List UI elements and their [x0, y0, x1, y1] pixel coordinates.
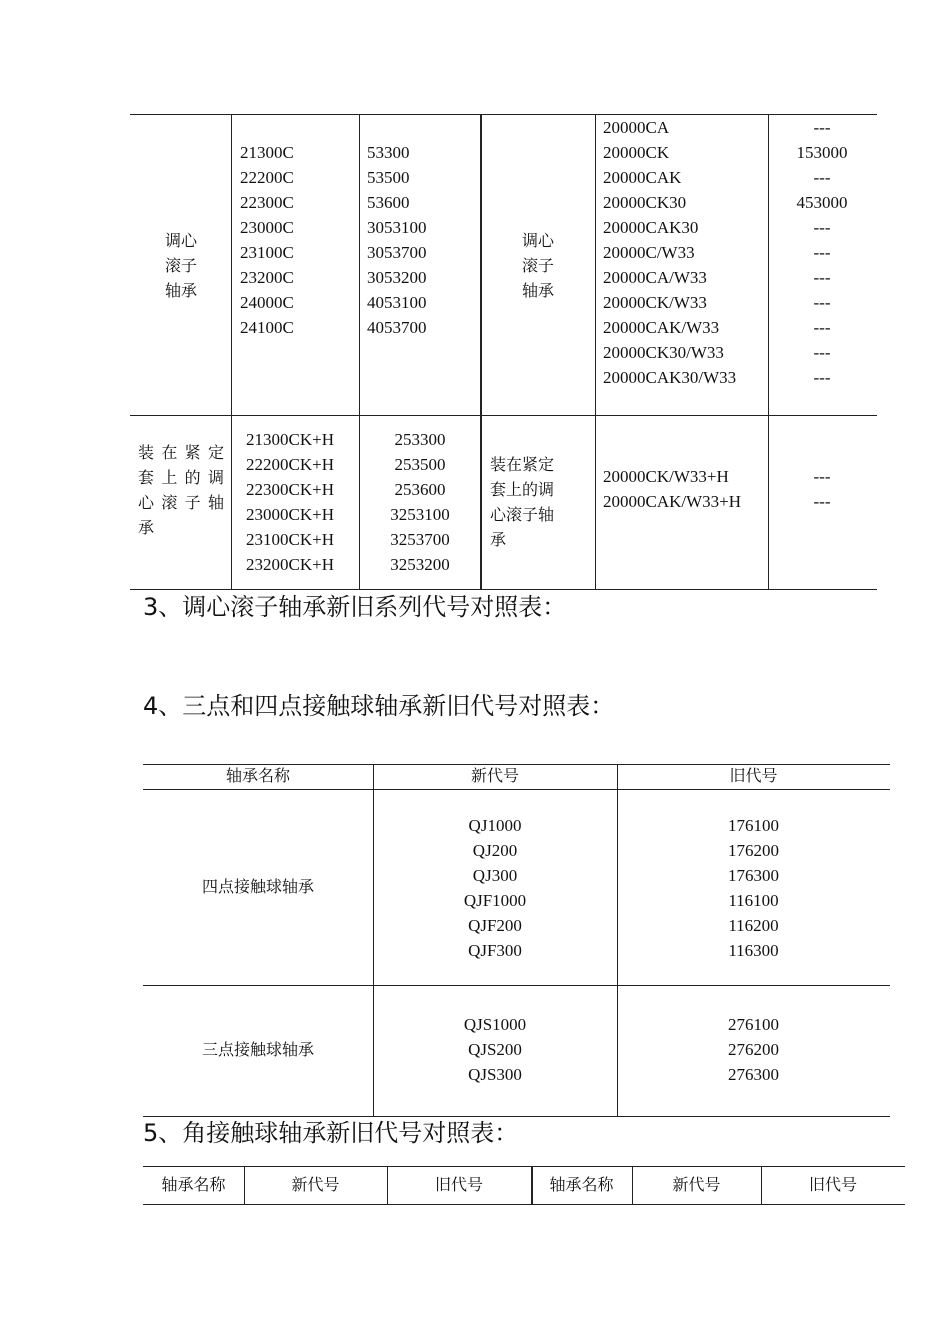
- column-header: 轴承名称: [549, 1175, 614, 1194]
- column-header: 新代号: [291, 1175, 340, 1194]
- old-codes-cell: --- 153000 --- 453000 --- --- --- --- --- --- ---: [796, 118, 848, 387]
- bearing-name-cell: [138, 440, 224, 540]
- new-codes-cell: 21300CK+H 22200CK+H 22300CK+H 23000CK+H 23100CK+H 23200CK+H: [246, 430, 334, 574]
- table-rule: [143, 1204, 905, 1205]
- table-rule: [143, 789, 890, 790]
- column-divider: [768, 114, 769, 590]
- column-header: 旧代号: [808, 1175, 857, 1194]
- column-divider: [359, 114, 360, 590]
- column-header: 新代号: [672, 1175, 721, 1194]
- column-divider: [595, 114, 596, 590]
- new-codes-cell: QJ1000 QJ200 QJ300 QJF1000 QJF200 QJF300: [463, 816, 527, 960]
- name-line: 心滚子轴: [138, 493, 224, 512]
- table-rule: [130, 114, 877, 115]
- table-rule: [130, 589, 877, 590]
- table-rule: [143, 1166, 905, 1167]
- bearing-name-cell: 调心 滚子 轴承: [521, 231, 554, 300]
- bearing-name-cell: 三点接触球轴承: [201, 1040, 314, 1059]
- new-codes-cell: QJS1000 QJS200 QJS300: [463, 1015, 527, 1084]
- new-codes-cell: 21300C 22200C 22300C 23000C 23100C 23200C 24000C 24100C: [240, 143, 294, 337]
- table-rule: [143, 985, 890, 986]
- old-codes-cell: 176100 176200 176300 116100 116200 116300: [728, 816, 779, 960]
- column-header: 轴承名称: [225, 766, 290, 785]
- bearing-name-cell: 装在紧定 套上的调 心滚子轴 承: [490, 455, 555, 549]
- new-codes-cell: 20000CK/W33+H 20000CAK/W33+H: [603, 467, 742, 511]
- old-codes-cell: --- ---: [813, 467, 831, 511]
- bearing-name-cell: 调心 滚子 轴承: [164, 231, 197, 300]
- new-codes-cell: 20000CA 20000CK 20000CAK 20000CK30 20000CAK30 20000C/W33 20000CA/W33 20000CK/W33 20000CAK/W33 20000CK30/W33 20000CAK30/W33: [603, 118, 737, 387]
- column-header: 轴承名称: [161, 1175, 226, 1194]
- name-line: 套上的调: [138, 468, 224, 487]
- column-header: 旧代号: [434, 1175, 483, 1194]
- section-heading-4: 4、三点和四点接触球轴承新旧代号对照表：: [143, 692, 615, 720]
- old-codes-cell: 276100 276200 276300: [728, 1015, 779, 1084]
- name-line: 装在紧定: [138, 443, 224, 462]
- column-header: 新代号: [470, 766, 519, 785]
- old-codes-cell: 253300 253500 253600 3253100 3253700 3253200: [390, 430, 450, 574]
- old-codes-cell: 53300 53500 53600 3053100 3053700 3053200 4053100 4053700: [367, 143, 427, 337]
- name-line: 承: [138, 518, 155, 537]
- bearing-name-cell: 四点接触球轴承: [201, 877, 314, 896]
- column-header: 旧代号: [729, 766, 778, 785]
- section-heading-5: 5、角接触球轴承新旧代号对照表：: [143, 1119, 519, 1147]
- column-divider: [231, 114, 232, 590]
- section-heading-3: 3、调心滚子轴承新旧系列代号对照表：: [143, 593, 567, 621]
- column-divider: [480, 114, 482, 590]
- table-rule: [130, 415, 877, 416]
